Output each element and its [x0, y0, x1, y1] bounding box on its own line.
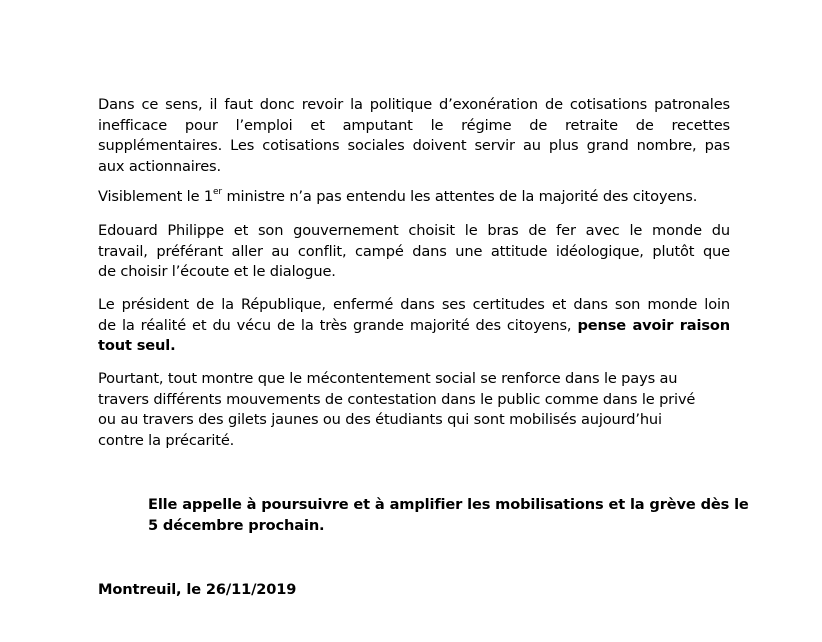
text-line: Edouard Philippe et son gouvernement choisit le bras de fer avec le monde du	[98, 222, 730, 239]
paragraph-premier-ministre	[98, 187, 730, 208]
text-line: Elle appelle à poursuivre et à amplifier les mobilisations et la grève dès le	[148, 496, 749, 513]
text-line: Pourtant, tout montre que le mécontentement social se renforce dans le pays au	[98, 370, 678, 387]
text-line: Dans ce sens, il faut donc revoir la politique d’exonération de cotisations patronales	[98, 96, 730, 113]
bold-text: pense avoir raison	[577, 316, 730, 334]
text-line	[98, 316, 730, 337]
text-line: Le président de la République, enfermé dans ses certitudes et dans son monde loin	[98, 296, 730, 313]
text-line: de choisir l’écoute et le dialogue.	[98, 263, 336, 281]
text-line: 5 décembre prochain.	[148, 516, 325, 534]
text-segment: de la réalité et du vécu de la très grande majorité des citoyens,	[98, 316, 578, 334]
text-segment: Visiblement le 1	[98, 188, 214, 205]
text-line	[98, 336, 730, 357]
paragraph-appel-mobilisation	[148, 495, 749, 536]
text-line: contre la précarité.	[98, 431, 235, 449]
paragraph-mecontentement	[98, 369, 730, 451]
text-line: supplémentaires. Les cotisations sociales doivent servir au plus grand nombre, pas	[98, 137, 730, 155]
text-line: aux actionnaires.	[98, 157, 221, 175]
text-segment: ministre n’a pas entendu les attentes de la majorité des citoyens.	[221, 188, 698, 205]
bold-text: tout seul.	[98, 337, 176, 355]
text-line: inefficace pour l’emploi et amputant le régime de retraite de recettes	[98, 116, 730, 134]
text-line: travail, préférant aller au conflit, campé dans une attitude idéologique, plutôt que	[98, 242, 730, 260]
paragraph-exoneration	[98, 95, 730, 177]
superscript: er	[213, 187, 222, 198]
paragraph-president	[98, 295, 730, 357]
signature-date	[98, 580, 730, 601]
text-line: travers différents mouvements de contestation dans le public comme dans le privé	[98, 390, 696, 408]
text-line: Montreuil, le 26/11/2019	[98, 581, 297, 598]
text-line: ou au travers des gilets jaunes ou des étudiants qui sont mobilisés aujourd’hui	[98, 411, 662, 429]
paragraph-gouvernement	[98, 221, 730, 283]
text-line	[98, 187, 730, 208]
